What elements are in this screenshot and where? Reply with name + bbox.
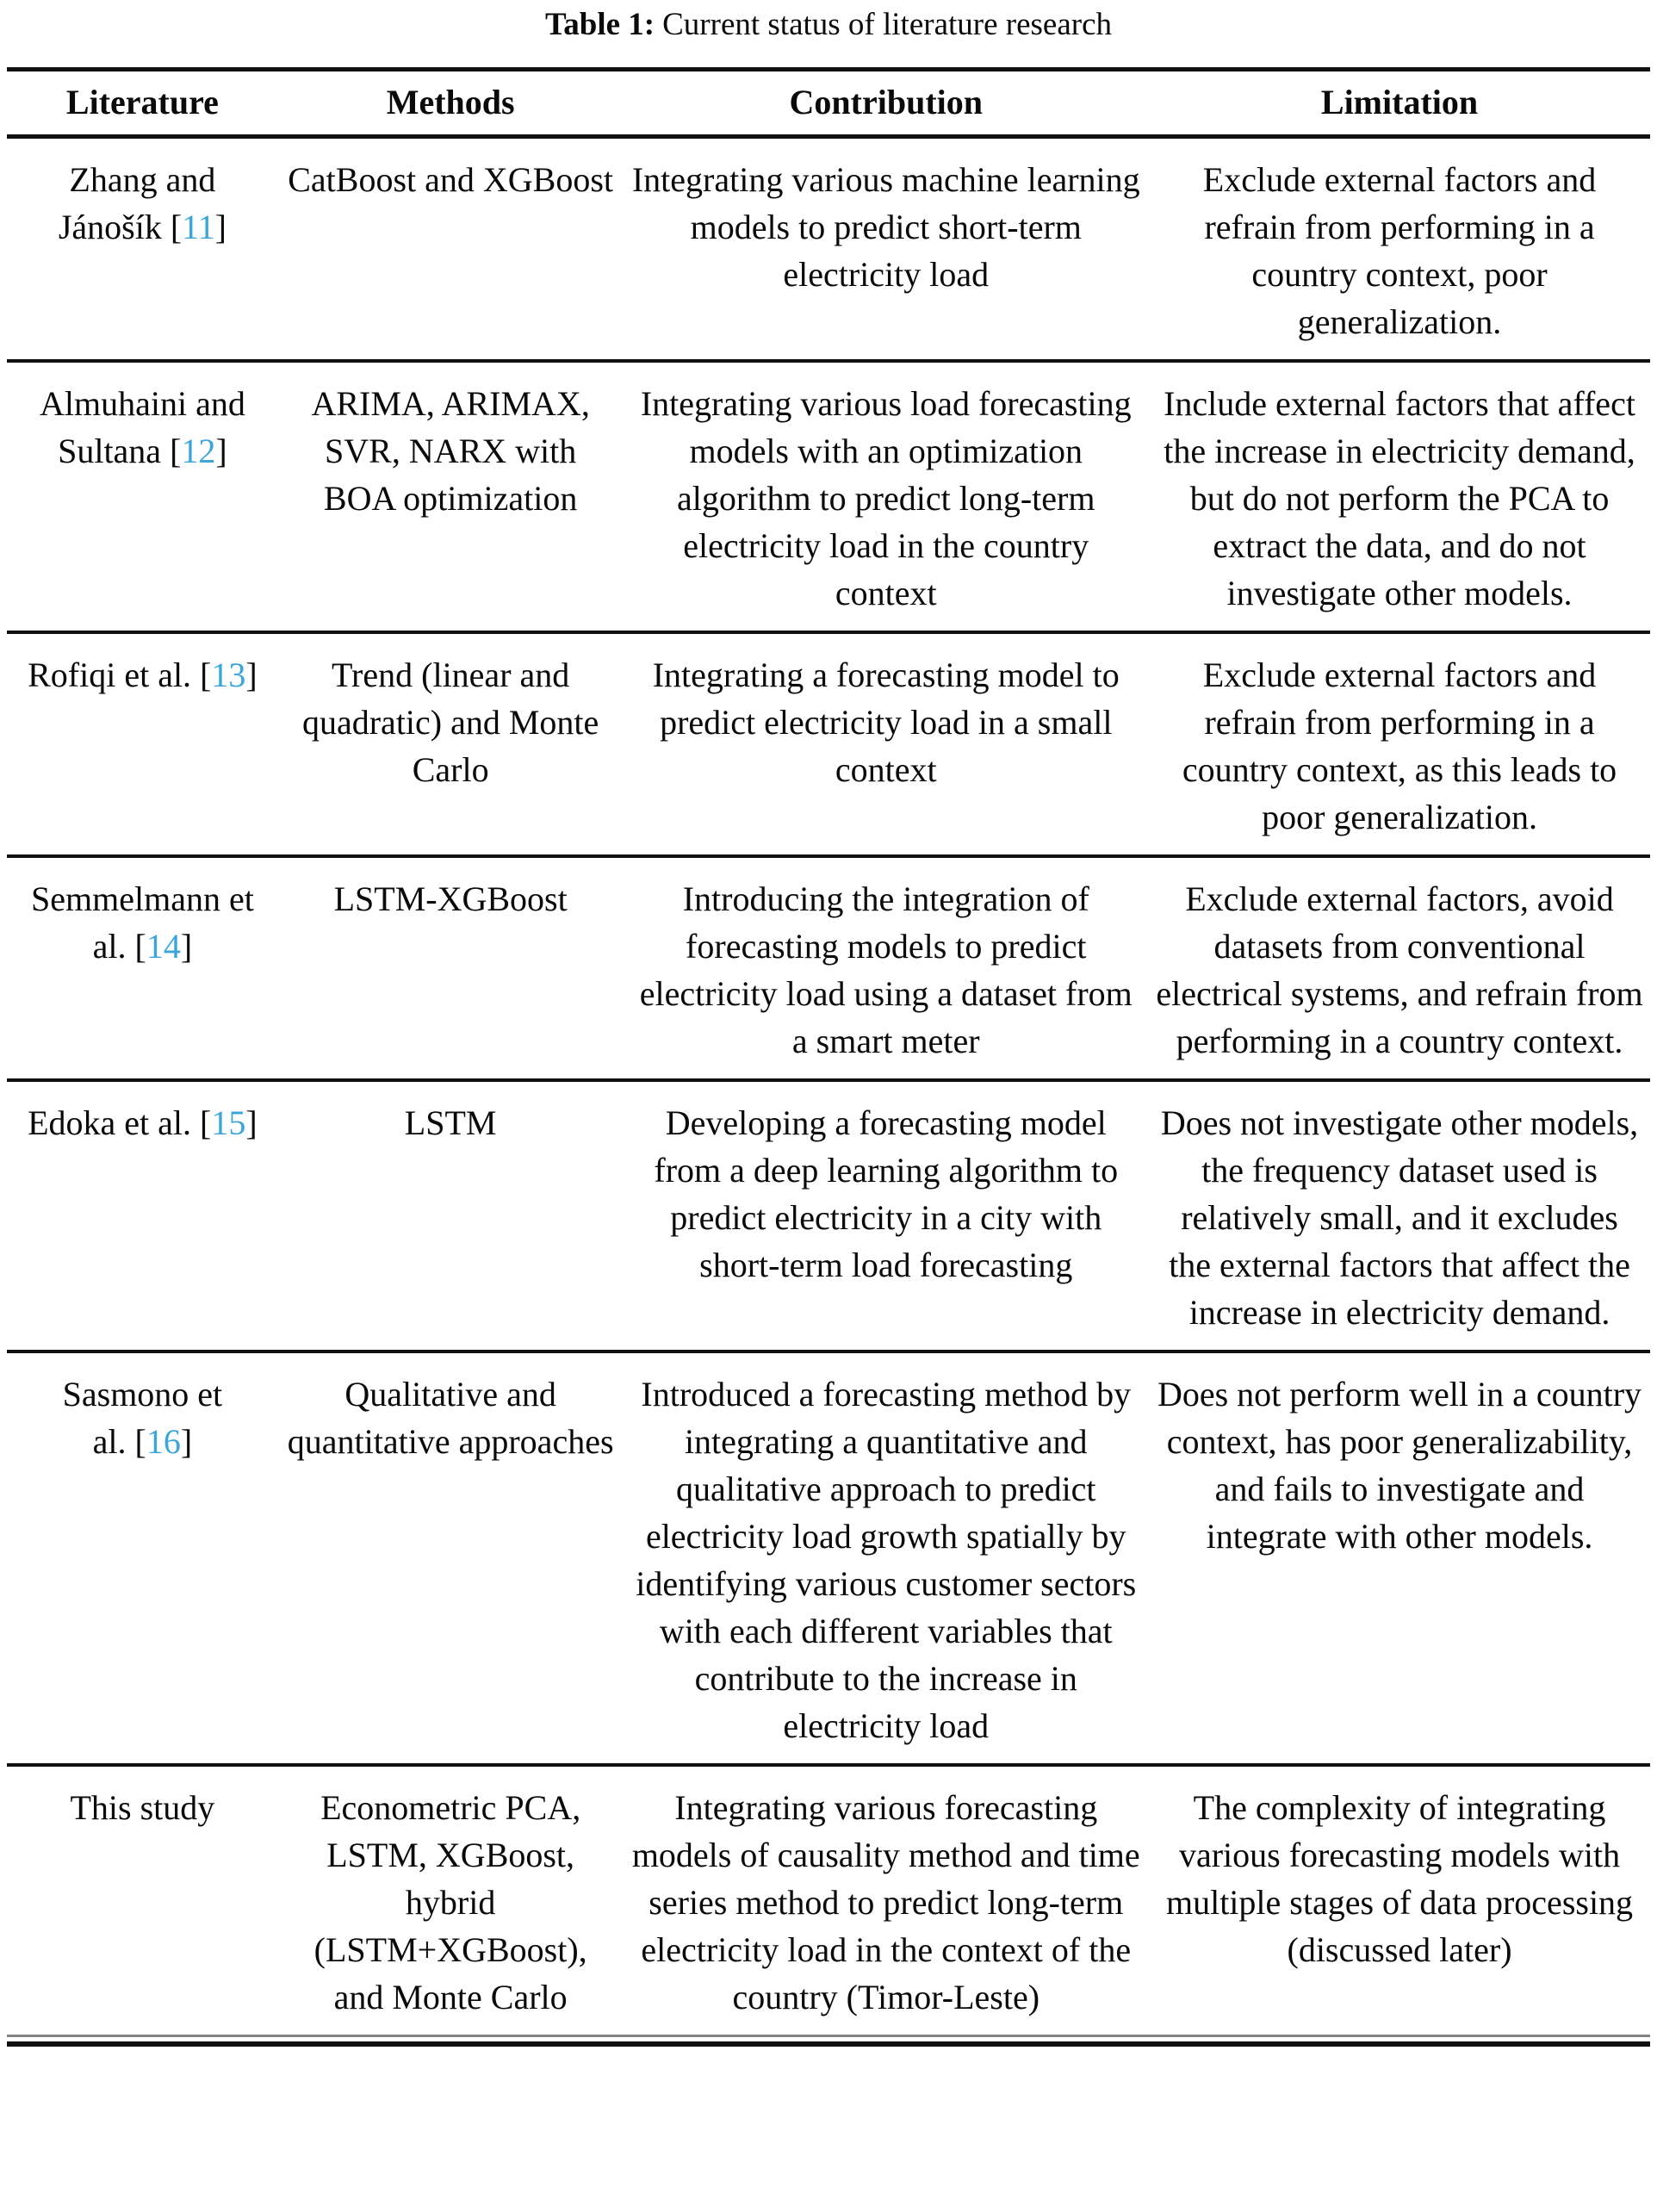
contribution-cell: Developing a forecasting model from a deep learning algorithm to predict electricity in a city with short-term load forecasting <box>623 1080 1149 1351</box>
citation-bracket-close: ] <box>180 1422 193 1461</box>
col-header-contribution: Contribution <box>623 70 1149 137</box>
table-row <box>7 1351 1650 1765</box>
table-row <box>7 856 1650 1080</box>
literature-cell <box>7 1351 278 1765</box>
table-body <box>7 137 1650 2035</box>
col-header-limitation: Limitation <box>1149 70 1650 137</box>
limitation-cell: Include external factors that affect the increase in electricity demand, but do not perform the PCA to extract the data, and do not investigate other models. <box>1149 361 1650 632</box>
contribution-cell: Introduced a forecasting method by integrating a quantitative and qualitative approach to predict electricity load growth spatially by identifying various customer sectors with each different variables that contribute to the increase in electricity load <box>623 1351 1149 1765</box>
methods-cell: LSTM-XGBoost <box>278 856 624 1080</box>
citation-bracket-open: [ <box>134 927 146 966</box>
contribution-cell: Integrating various load forecasting models with an optimization algorithm to predict long-term electricity load in the country context <box>623 361 1149 632</box>
limitation-cell: Does not investigate other models, the frequency dataset used is relatively small, and it excludes the external factors that affect the increase in electricity demand. <box>1149 1080 1650 1351</box>
citation-bracket-open: [ <box>134 1422 146 1461</box>
contribution-cell: Introducing the integration of forecasting models to predict electricity load using a dataset from a smart meter <box>623 856 1149 1080</box>
methods-cell: CatBoost and XGBoost <box>278 137 624 362</box>
citation-bracket-close: ] <box>245 656 258 694</box>
table-row <box>7 632 1650 856</box>
citation-link[interactable]: 13 <box>211 656 246 694</box>
literature-name: This study <box>70 1788 215 1827</box>
col-header-literature: Literature <box>7 70 278 137</box>
citation-link[interactable]: 16 <box>146 1422 181 1461</box>
table-caption <box>0 0 1657 45</box>
methods-cell: Qualitative and quantitative approaches <box>278 1351 624 1765</box>
literature-name: Zhang and Jánošík <box>58 160 216 246</box>
table-row <box>7 137 1650 362</box>
citation-link[interactable]: 11 <box>182 208 215 246</box>
header-row <box>7 70 1650 137</box>
citation-bracket-close: ] <box>215 432 227 470</box>
literature-name: Almuhaini and Sultana <box>39 384 245 470</box>
limitation-cell: The complexity of integrating various forecasting models with multiple stages of data processing (discussed later) <box>1165 1788 1634 1969</box>
citation-bracket-open: [ <box>200 656 212 694</box>
literature-cell <box>7 137 278 362</box>
citation-bracket-open: [ <box>170 432 182 470</box>
literature-name: Sasmono et al. <box>62 1375 223 1461</box>
table-row <box>7 1080 1650 1351</box>
literature-cell <box>7 1765 278 2035</box>
citation-bracket-close: ] <box>214 208 227 246</box>
literature-name: Rofiqi et al. <box>28 656 192 694</box>
col-header-methods: Methods <box>278 70 624 137</box>
table-row <box>7 1765 1650 2035</box>
limitation-cell: Exclude external factors and refrain from performing in a country context, poor generalization. <box>1149 137 1650 362</box>
literature-cell <box>7 361 278 632</box>
citation-link[interactable]: 15 <box>211 1103 246 1142</box>
methods-cell: LSTM <box>278 1080 624 1351</box>
methods-cell: ARIMA, ARIMAX, SVR, NARX with BOA optimization <box>278 361 624 632</box>
literature-cell <box>7 1080 278 1351</box>
limitation-cell: Exclude external factors, avoid datasets from conventional electrical systems, and refrain from performing in a country context. <box>1149 856 1650 1080</box>
table-bottom-rule <box>7 2035 1650 2047</box>
literature-review-table <box>7 67 1650 2035</box>
contribution-cell: Integrating a forecasting model to predict electricity load in a small context <box>623 632 1149 856</box>
table-header <box>7 70 1650 137</box>
literature-cell <box>7 632 278 856</box>
table-caption-text: Current status of literature research <box>662 7 1113 42</box>
limitation-cell: Exclude external factors and refrain from performing in a country context, as this leads to poor generalization. <box>1149 632 1650 856</box>
contribution-cell: Integrating various machine learning models to predict short-term electricity load <box>623 137 1149 362</box>
citation-bracket-close: ] <box>180 927 193 966</box>
table-caption-label: Table 1: <box>544 7 655 42</box>
table-row <box>7 361 1650 632</box>
literature-cell <box>7 856 278 1080</box>
methods-cell: Trend (linear and quadratic) and Monte Carlo <box>278 632 624 856</box>
citation-bracket-open: [ <box>200 1103 212 1142</box>
citation-link[interactable]: 14 <box>146 927 181 966</box>
citation-link[interactable]: 12 <box>181 432 216 470</box>
citation-bracket-open: [ <box>170 208 183 246</box>
literature-name: Edoka et al. <box>28 1103 192 1142</box>
contribution-cell: Integrating various forecasting models of causality method and time series method to predict long-term electricity load in the context of the country (Timor-Leste) <box>631 1788 1140 2016</box>
citation-bracket-close: ] <box>245 1103 258 1142</box>
literature-name: Semmelmann et al. <box>30 879 254 966</box>
methods-cell: Econometric PCA, LSTM, XGBoost, hybrid (LSTM+XGBoost), and Monte Carlo <box>313 1788 587 2016</box>
limitation-cell: Does not perform well in a country context, has poor generalizability, and fails to investigate and integrate with other models. <box>1149 1351 1650 1765</box>
